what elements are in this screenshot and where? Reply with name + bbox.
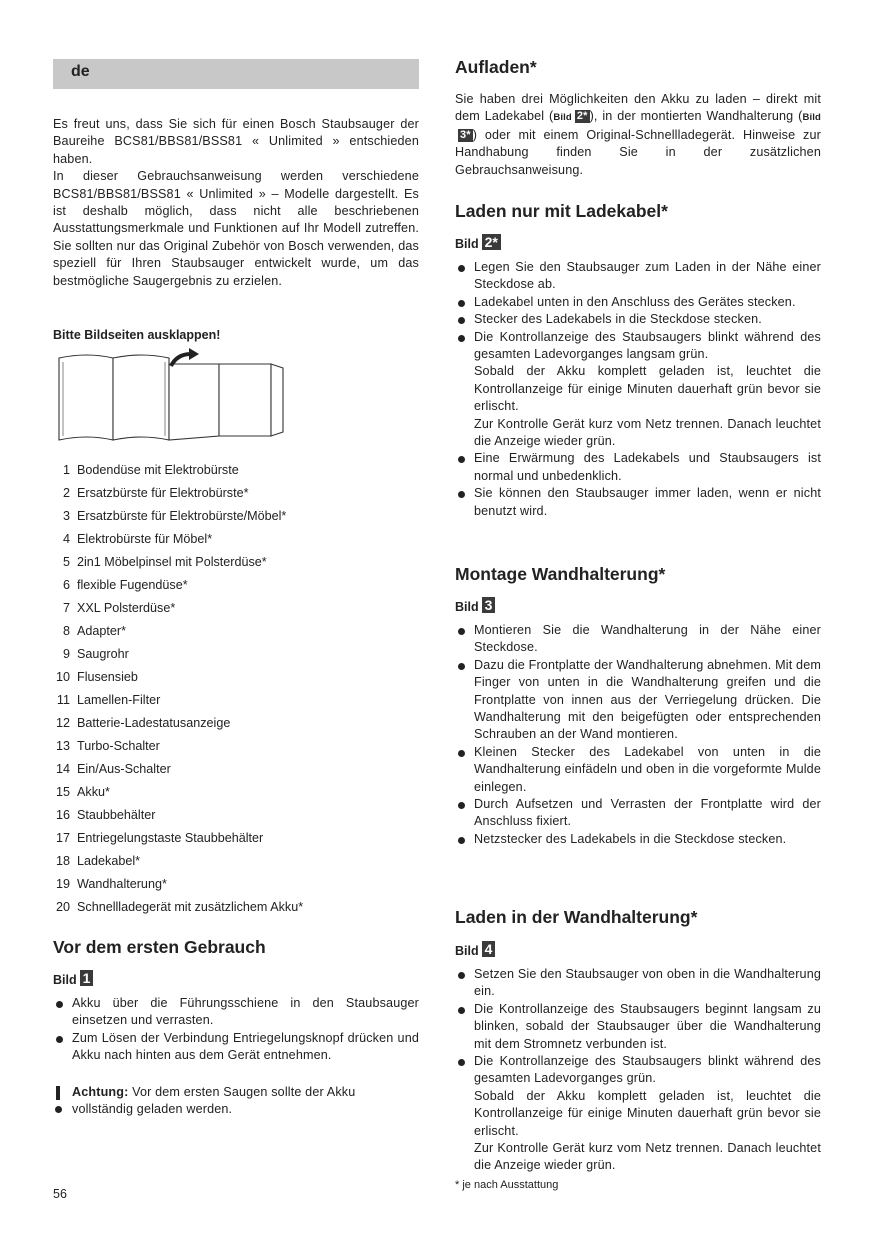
warning-body: Vor dem ersten Saugen sollte der Akku vollständig geladen werden. [72,1085,356,1117]
list-item: Legen Sie den Staubsauger zum Laden in der Nähe einer Steckdose ab. [455,259,821,294]
wall-charging-steps [455,966,821,1175]
list-item: 7 XXL Polsterdüse* [62,601,176,615]
parts-list [53,459,419,919]
figure-number-badge: 4 [482,941,496,957]
list-item: 15 Akku* [55,785,110,799]
figure-number-badge: 1 [80,970,94,986]
charging-text-1: Sie haben drei Möglichkeiten den Akku zu laden – direkt mit dem Ladekabel ( [455,92,821,124]
list-item: 17 Entriegelungstaste Staubbehälter [55,831,264,845]
language-header-bar [53,59,419,89]
footnote: * je nach Ausstattung [455,1179,559,1191]
first-use-heading: Vor dem ersten Gebrauch [53,937,266,957]
list-item: Eine Erwärmung des Ladekabels und Staubsaugers ist normal und unbedenklich. [455,450,821,485]
bild-label: Bild [455,237,479,251]
list-item: Die Kontrollanzeige des Staubsaugers beginnt langsam zu blinken, sobald der Staubsauger über die Wandhalterung mit dem Stromnetz verbunden ist. [455,1001,821,1053]
warning-label: Achtung: [72,1085,129,1099]
bild-label: Bild [53,973,77,987]
wall-charging-figure-ref [455,941,495,958]
figure-number-badge: 2* [482,234,501,250]
wall-mount-figure-ref [455,597,495,614]
warning-icon [54,1086,74,1113]
fold-out-note: Bitte Bildseiten ausklappen! [53,328,221,342]
list-item: 4 Elektrobürste für Möbel* [62,532,213,546]
charging-paragraph [455,91,821,179]
bild-label: Bild [802,112,821,124]
list-item: Akku über die Führungsschiene in den Staubsauger einsetzen und verrasten. [53,995,419,1030]
list-item: Netzstecker des Ladekabels in die Steckdose stecken. [455,831,821,848]
page-number: 56 [53,1187,67,1201]
list-item: 8 Adapter* [62,624,127,638]
list-item: Setzen Sie den Staubsauger von oben in die Wandhalterung ein. [455,966,821,1001]
fold-out-book-illustration [57,348,287,448]
list-item: Kleinen Stecker des Ladekabel von unten in die Wandhalterung einfädeln und oben in die vorgeformte Mulde einlegen. [455,744,821,796]
list-item: 16 Staubbehälter [55,808,156,822]
cable-charging-steps [455,259,821,520]
list-item: 13 Turbo-Schalter [55,739,160,753]
list-item: Zum Lösen der Verbindung Entriegelungsknopf drücken und Akku nach hinten aus dem Gerät entnehmen. [53,1030,419,1065]
wall-mount-steps [455,622,821,848]
wall-charging-heading: Laden in der Wandhalterung* [455,907,698,927]
warning-block [53,1084,419,1119]
warning-text [53,1084,419,1119]
list-item: Montieren Sie die Wandhalterung in der Nähe einer Steckdose. [455,622,821,657]
list-item: Die Kontrollanzeige des Staubsaugers blinkt während des gesamten Ladevorganges langsam grün. Sobald der Akku komplett geladen ist, leuchtet die Kontrollanzeige für einige Minuten dauerhaft grün bevor sie erlischt. Zur Kontrolle Gerät kurz vom Netz trennen. Danach leuchtet die Anzeige wieder grün. [455,329,821,451]
language-label: de [71,63,90,80]
charging-text-2: ), in der montierten Wandhalterung ( [589,109,803,124]
list-item: Ladekabel unten in den Anschluss des Gerätes stecken. [455,294,821,311]
bild-label: Bild [455,944,479,958]
figure-number-badge: 3 [482,597,496,613]
list-item: 12 Batterie-Ladestatusanzeige [55,716,231,730]
list-item: 10 Flusensieb [55,670,138,684]
first-use-figure-ref [53,970,93,987]
list-item: Sie können den Staubsauger immer laden, wenn er nicht benutzt wird. [455,485,821,520]
list-item: 18 Ladekabel* [55,854,141,868]
list-item: 2 Ersatzbürste für Elektrobürste* [62,486,249,500]
bild-label: Bild [455,600,479,614]
cable-charging-figure-ref [455,234,501,251]
list-item: 9 Saugrohr [62,647,129,661]
charging-heading: Aufladen* [455,57,537,77]
figure-number-badge: 2* [576,110,588,123]
list-item: 11 Lamellen-Filter [56,693,161,707]
charging-text-3: ) oder mit einem Original-Schnellladegerät. Hinweise zur Handhabung finden Sie in der zusätzlichen Gebrauchsanweisung. [455,127,821,177]
cable-charging-heading: Laden nur mit Ladekabel* [455,201,668,221]
list-item: Stecker des Ladekabels in die Steckdose stecken. [455,311,821,328]
list-item: 20 Schnellladegerät mit zusätzlichem Akku* [55,900,304,914]
bild-label: Bild [553,112,572,124]
list-item: 14 Ein/Aus-Schalter [55,762,171,776]
list-item: 3 Ersatzbürste für Elektrobürste/Möbel* [62,509,287,523]
figure-number-badge: 3* [460,128,471,141]
intro-text-2: In dieser Gebrauchsanweisung werden verschiedene BCS81/BBS81/BSS81 « Unlimited » – Modelle dargestellt. Es ist deshalb möglich, dass nicht alle beschriebenen Ausstattungsmerkmale und Funktionen auf Ihr Modell zutreffen. Sie sollten nur das Original Zubehör von Bosch verwenden, das speziell für Ihren Staubsauger entwickelt wurde, um das bestmögliche Saugergebnis zu erzielen. [53,169,419,288]
intro-text-1: Es freut uns, dass Sie sich für einen Bosch Staubsauger der Baureihe BCS81/BBS81/BSS81 « Unlimited » entschieden haben. [53,117,419,166]
list-item: Dazu die Frontplatte der Wandhalterung abnehmen. Mit dem Finger von unten in die Wandhalterung greifen und die Frontplatte von innen aus der Verriegelung drücken. Die Wandhalterung mit den beigefügten oder entsprechenden Schrauben an der Wand montieren. [455,657,821,744]
first-use-steps [53,995,419,1065]
intro-paragraph [53,116,419,290]
list-item: Durch Aufsetzen und Verrasten der Frontplatte wird der Anschluss fixiert. [455,796,821,831]
list-item: 5 2in1 Möbelpinsel mit Polsterdüse* [62,555,267,569]
list-item: Die Kontrollanzeige des Staubsaugers blinkt während des gesamten Ladevorganges grün. Sobald der Akku komplett geladen ist, leuchtet die Kontrollanzeige für einige Minuten dauerhaft grün bevor sie erlischt. Zur Kontrolle Gerät kurz vom Netz trennen. Danach leuchtet die Anzeige wieder grün. [455,1053,821,1175]
list-item: 19 Wandhalterung* [55,877,167,891]
list-item: 1 Bodendüse mit Elektrobürste [62,463,239,477]
wall-mount-heading: Montage Wandhalterung* [455,564,666,584]
list-item: 6 flexible Fugendüse* [62,578,188,592]
